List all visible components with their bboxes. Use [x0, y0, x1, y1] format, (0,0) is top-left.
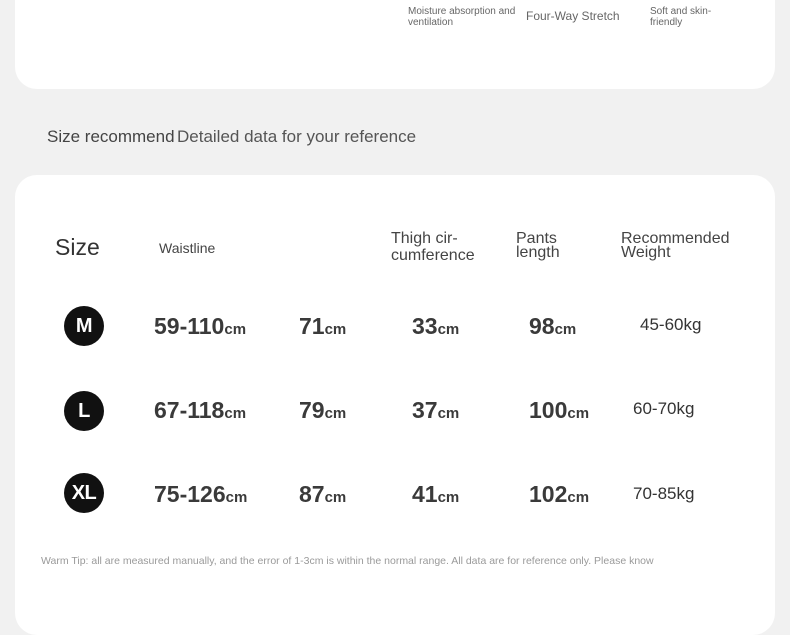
row-l-weight: 60-70kg	[633, 399, 695, 418]
size-badge-l: L	[64, 391, 104, 431]
feature-soft: Soft and skin-friendly	[650, 6, 712, 28]
row-l-waist: 67-118cm	[154, 397, 247, 423]
row-m-weight: 45-60kg	[640, 315, 702, 334]
row-m-thigh: 33cm	[412, 313, 460, 339]
row-m-pants: 98cm	[529, 313, 577, 339]
section-subtitle: Detailed data for your reference	[177, 127, 417, 146]
row-l-pants: 100cm	[529, 397, 590, 423]
size-badge-xl: XL	[64, 473, 104, 513]
header-thigh: Thigh cir-cumference	[391, 230, 475, 264]
row-m-hip: 71cm	[299, 313, 347, 339]
row-l-hip: 79cm	[299, 397, 347, 423]
header-waistline: Waistline	[159, 240, 216, 256]
section-title: Size recommend	[47, 127, 175, 146]
size-badge-m: M	[64, 306, 104, 346]
row-xl-waist: 75-126cm	[154, 481, 248, 507]
row-l-thigh: 37cm	[412, 397, 460, 423]
row-xl-thigh: 41cm	[412, 481, 460, 507]
header-weight: Recommended Weight	[621, 230, 730, 261]
header-pants-length: Pants length	[516, 230, 560, 261]
header-size: Size	[55, 234, 100, 260]
warm-tip: Warm Tip: all are measured manually, and the error of 1-3cm is within the normal range. All data are for reference only. Please know	[41, 555, 654, 567]
row-m-waist: 59-110cm	[154, 313, 247, 339]
feature-stretch: Four-Way Stretch	[526, 9, 620, 23]
row-xl-pants: 102cm	[529, 481, 590, 507]
row-xl-weight: 70-85kg	[633, 484, 695, 503]
feature-moisture: Moisture absorption and ventilation	[408, 6, 516, 28]
row-xl-hip: 87cm	[299, 481, 347, 507]
